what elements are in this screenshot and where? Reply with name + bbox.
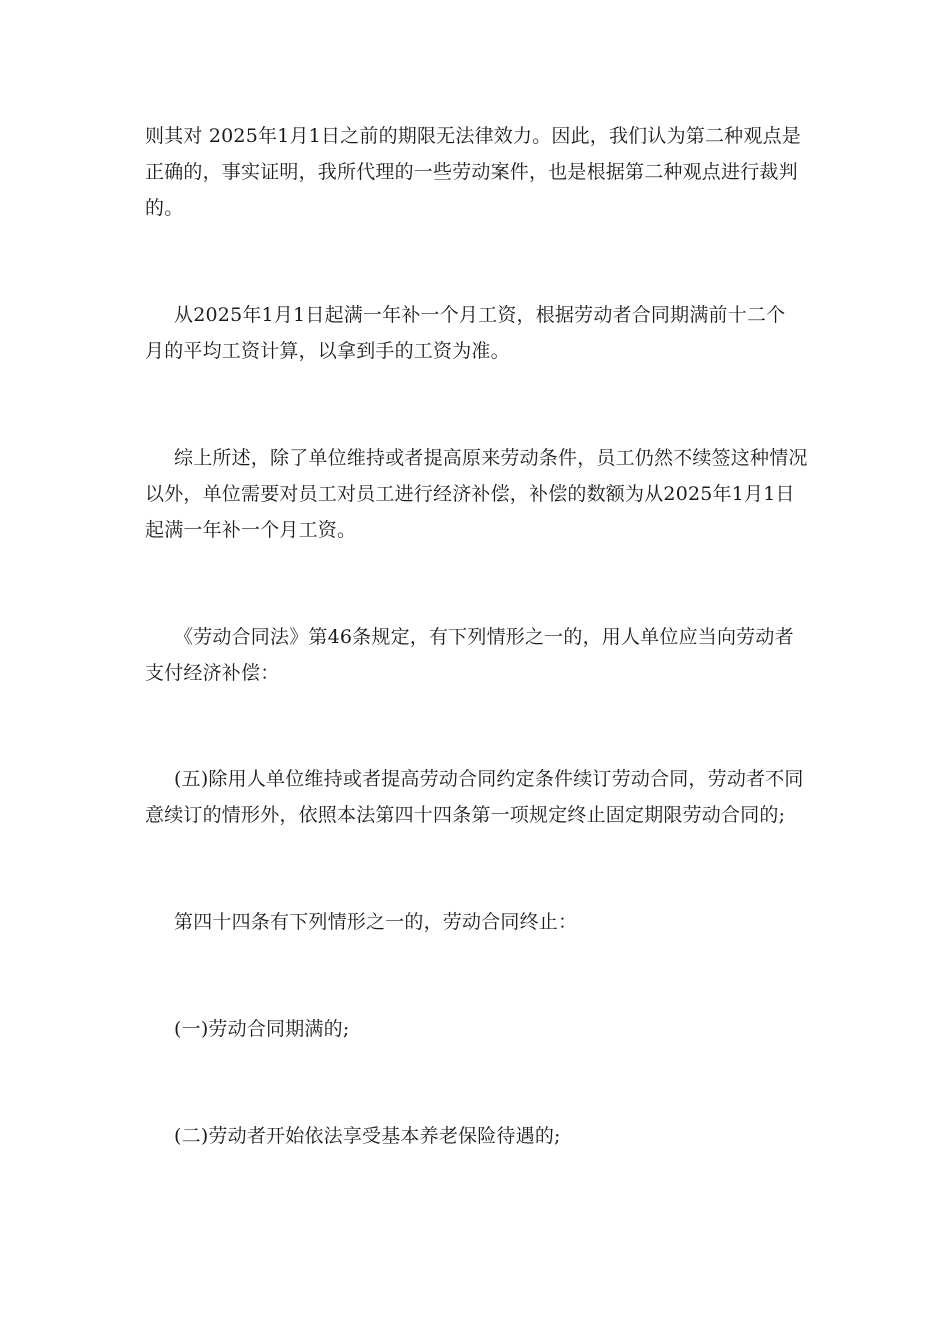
paragraph-3-line-2: 以外，单位需要对员工对员工进行经济补偿，补偿的数额为从2025年1月1日 xyxy=(145,483,795,505)
paragraph-3-line-1: 综上所述，除了单位维持或者提高原来劳动条件，员工仍然不续签这种情况 xyxy=(174,447,808,469)
paragraph-1-line-2: 正确的，事实证明，我所代理的一些劳动案件，也是根据第二种观点进行裁判 xyxy=(145,161,798,183)
paragraph-6-line-1: 第四十四条有下列情形之一的，劳动合同终止： xyxy=(174,911,578,933)
paragraph-5-line-1: (五)除用人单位维持或者提高劳动合同约定条件续订劳动合同，劳动者不同 xyxy=(174,768,804,790)
paragraph-7-line-1: (一)劳动合同期满的; xyxy=(174,1018,350,1040)
paragraph-2-line-1: 从2025年1月1日起满一年补一个月工资，根据劳动者合同期满前十二个 xyxy=(174,304,786,326)
paragraph-2-line-2: 月的平均工资计算，以拿到手的工资为准。 xyxy=(145,340,510,362)
paragraph-5-line-2: 意续订的情形外，依照本法第四十四条第一项规定终止固定期限劳动合同的; xyxy=(145,804,786,826)
paragraph-4-line-2: 支付经济补偿： xyxy=(145,662,280,684)
paragraph-1-line-3: 的。 xyxy=(145,197,184,219)
paragraph-1-line-1: 则其对 2025年1月1日之前的期限无法律效力。因此，我们认为第二种观点是 xyxy=(145,125,801,147)
paragraph-4-line-1: 《劳动合同法》第46条规定，有下列情形之一的，用人单位应当向劳动者 xyxy=(174,626,794,648)
paragraph-8-line-1: (二)劳动者开始依法享受基本养老保险待遇的; xyxy=(174,1125,561,1147)
paragraph-3-line-3: 起满一年补一个月工资。 xyxy=(145,519,357,541)
